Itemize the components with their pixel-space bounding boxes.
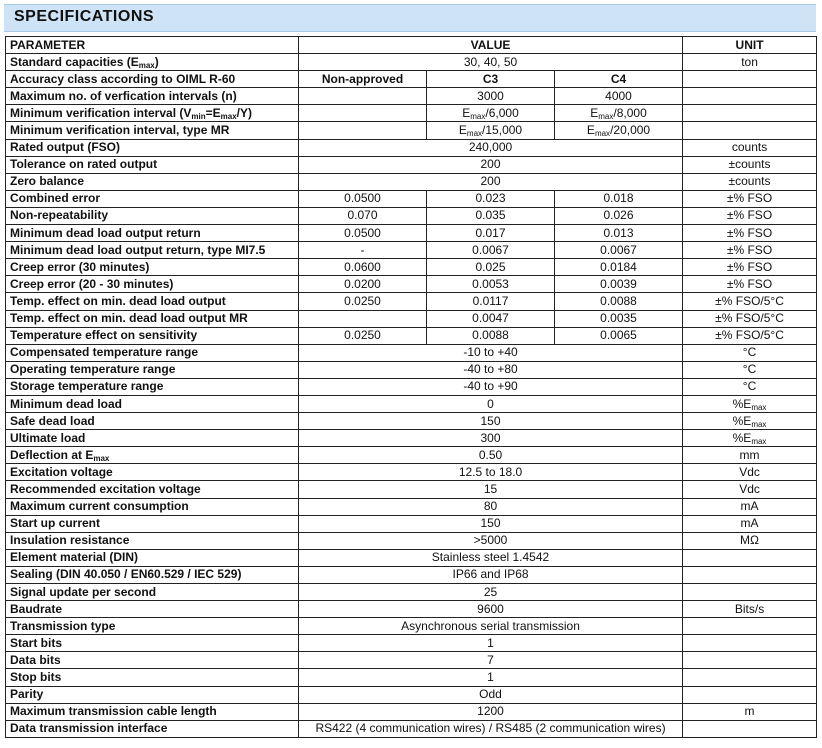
- unit-cell: [683, 584, 817, 601]
- value-cell: 200: [299, 156, 683, 173]
- value-c3-cell: 0.0053: [427, 276, 555, 293]
- value-cell: -40 to +90: [299, 378, 683, 395]
- parameter-cell: Excitation voltage: [6, 464, 299, 481]
- unit-cell: ±% FSO: [683, 207, 817, 224]
- parameter-cell: Combined error: [6, 190, 299, 207]
- parameter-cell: Signal update per second: [6, 584, 299, 601]
- value-c3-cell: 0.023: [427, 190, 555, 207]
- table-row: [6, 395, 817, 412]
- table-row: [6, 361, 817, 378]
- value-c4-cell: 0.013: [555, 225, 683, 242]
- value-cell: -10 to +40: [299, 344, 683, 361]
- value-cell: 0.50: [299, 447, 683, 464]
- parameter-cell: Creep error (20 - 30 minutes): [6, 276, 299, 293]
- unit-cell: mA: [683, 515, 817, 532]
- unit-cell: ±% FSO/5°C: [683, 310, 817, 327]
- table-row: [6, 276, 817, 293]
- parameter-cell: Minimum dead load output return, type MI7.5: [6, 242, 299, 259]
- unit-cell: ±counts: [683, 173, 817, 190]
- parameter-cell: Creep error (30 minutes): [6, 259, 299, 276]
- table-row: [6, 652, 817, 669]
- parameter-cell: Ultimate load: [6, 430, 299, 447]
- unit-cell: ±% FSO: [683, 225, 817, 242]
- unit-cell: MΩ: [683, 532, 817, 549]
- parameter-cell: Temp. effect on min. dead load output: [6, 293, 299, 310]
- header-value: VALUE: [299, 37, 683, 54]
- unit-cell: [683, 652, 817, 669]
- value-cell: Stainless steel 1.4542: [299, 549, 683, 566]
- value-non-approved-cell: 0.0250: [299, 293, 427, 310]
- table-row: [6, 532, 817, 549]
- unit-cell: ±% FSO: [683, 276, 817, 293]
- parameter-cell: Start up current: [6, 515, 299, 532]
- parameter-cell: Recommended excitation voltage: [6, 481, 299, 498]
- value-c3-cell: 0.0088: [427, 327, 555, 344]
- table-row: [6, 225, 817, 242]
- parameter-cell: Minimum dead load: [6, 395, 299, 412]
- table-row: [6, 122, 817, 139]
- parameter-cell: Temp. effect on min. dead load output MR: [6, 310, 299, 327]
- unit-cell: ±% FSO/5°C: [683, 327, 817, 344]
- value-c3-cell: $E_{max}/15,000$: [427, 122, 555, 139]
- value-cell: 80: [299, 498, 683, 515]
- parameter-cell: Sealing (DIN 40.050 / EN60.529 / IEC 529): [6, 566, 299, 583]
- unit-cell: $\%E_{max}$: [683, 413, 817, 430]
- header-unit: UNIT: [683, 37, 817, 54]
- table-row: [6, 190, 817, 207]
- value-c4-cell: 0.0088: [555, 293, 683, 310]
- parameter-cell: Transmission type: [6, 618, 299, 635]
- table-row: [6, 173, 817, 190]
- value-cell: 240,000: [299, 139, 683, 156]
- value-cell: 150: [299, 515, 683, 532]
- unit-cell: ±% FSO: [683, 190, 817, 207]
- table-row: [6, 207, 817, 224]
- value-non-approved-cell: [299, 105, 427, 122]
- unit-cell: [683, 635, 817, 652]
- value-cell: >5000: [299, 532, 683, 549]
- table-row: [6, 139, 817, 156]
- unit-cell: ±% FSO: [683, 259, 817, 276]
- parameter-cell: Storage temperature range: [6, 378, 299, 395]
- parameter-cell: Maximum no. of verfication intervals (n): [6, 88, 299, 105]
- table-row: [6, 344, 817, 361]
- value-c4-cell: C4: [555, 71, 683, 88]
- table-row: [6, 464, 817, 481]
- table-row: [6, 498, 817, 515]
- table-row: [6, 293, 817, 310]
- value-cell: RS422 (4 communication wires) / RS485 (2 communication wires): [299, 720, 683, 737]
- value-cell: -40 to +80: [299, 361, 683, 378]
- table-row: [6, 515, 817, 532]
- value-c4-cell: 0.026: [555, 207, 683, 224]
- parameter-cell: Minimum dead load output return: [6, 225, 299, 242]
- value-cell: 300: [299, 430, 683, 447]
- unit-cell: Vdc: [683, 481, 817, 498]
- table-row: [6, 447, 817, 464]
- parameter-cell: Minimum verification interval, type MR: [6, 122, 299, 139]
- table-row: [6, 310, 817, 327]
- table-row: [6, 566, 817, 583]
- unit-cell: ±% FSO/5°C: [683, 293, 817, 310]
- table-row: [6, 720, 817, 737]
- unit-cell: counts: [683, 139, 817, 156]
- table-row: [6, 669, 817, 686]
- unit-cell: mm: [683, 447, 817, 464]
- parameter-cell: Deflection at $E_{max}$: [6, 447, 299, 464]
- parameter-cell: Data transmission interface: [6, 720, 299, 737]
- parameter-cell: Stop bits: [6, 669, 299, 686]
- spec-table: [5, 36, 817, 738]
- unit-cell: Bits/s: [683, 601, 817, 618]
- parameter-cell: Start bits: [6, 635, 299, 652]
- value-c4-cell: 0.0065: [555, 327, 683, 344]
- table-row: [6, 259, 817, 276]
- parameter-cell: Rated output (FSO): [6, 139, 299, 156]
- value-non-approved-cell: Non-approved: [299, 71, 427, 88]
- unit-cell: [683, 566, 817, 583]
- value-non-approved-cell: 0.0200: [299, 276, 427, 293]
- parameter-cell: Temperature effect on sensitivity: [6, 327, 299, 344]
- parameter-cell: Element material (DIN): [6, 549, 299, 566]
- value-cell: 7: [299, 652, 683, 669]
- value-non-approved-cell: 0.0500: [299, 225, 427, 242]
- table-row: [6, 618, 817, 635]
- value-c3-cell: 0.025: [427, 259, 555, 276]
- value-c4-cell: $E_{max}/8,000$: [555, 105, 683, 122]
- parameter-cell: Accuracy class according to OIML R-60: [6, 71, 299, 88]
- value-c3-cell: $E_{max}/6,000$: [427, 105, 555, 122]
- value-c4-cell: 0.0035: [555, 310, 683, 327]
- table-row: [6, 105, 817, 122]
- parameter-cell: Data bits: [6, 652, 299, 669]
- value-c4-cell: $E_{max}/20,000$: [555, 122, 683, 139]
- table-row: [6, 242, 817, 259]
- table-row: [6, 703, 817, 720]
- value-cell: 150: [299, 413, 683, 430]
- parameter-cell: Parity: [6, 686, 299, 703]
- table-row: [6, 156, 817, 173]
- table-row: [6, 413, 817, 430]
- value-c3-cell: 0.035: [427, 207, 555, 224]
- value-non-approved-cell: [299, 122, 427, 139]
- unit-cell: [683, 71, 817, 88]
- value-c4-cell: 4000: [555, 88, 683, 105]
- table-row: [6, 635, 817, 652]
- unit-cell: m: [683, 703, 817, 720]
- table-row: [6, 378, 817, 395]
- value-non-approved-cell: 0.070: [299, 207, 427, 224]
- value-cell: 0: [299, 395, 683, 412]
- value-cell: 30, 40, 50: [299, 54, 683, 71]
- parameter-cell: Baudrate: [6, 601, 299, 618]
- value-non-approved-cell: 0.0600: [299, 259, 427, 276]
- parameter-cell: Maximum current consumption: [6, 498, 299, 515]
- unit-cell: °C: [683, 378, 817, 395]
- value-cell: Asynchronous serial transmission: [299, 618, 683, 635]
- table-row: [6, 481, 817, 498]
- value-c3-cell: C3: [427, 71, 555, 88]
- unit-cell: Vdc: [683, 464, 817, 481]
- value-c3-cell: 3000: [427, 88, 555, 105]
- unit-cell: ±% FSO: [683, 242, 817, 259]
- value-non-approved-cell: 0.0250: [299, 327, 427, 344]
- value-c4-cell: 0.0039: [555, 276, 683, 293]
- table-row: [6, 686, 817, 703]
- unit-cell: [683, 720, 817, 737]
- parameter-cell: Insulation resistance: [6, 532, 299, 549]
- value-c4-cell: 0.0184: [555, 259, 683, 276]
- unit-cell: [683, 686, 817, 703]
- parameter-cell: Compensated temperature range: [6, 344, 299, 361]
- parameter-cell: Operating temperature range: [6, 361, 299, 378]
- unit-cell: [683, 618, 817, 635]
- unit-cell: [683, 669, 817, 686]
- value-c3-cell: 0.0067: [427, 242, 555, 259]
- value-cell: IP66 and IP68: [299, 566, 683, 583]
- value-cell: 12.5 to 18.0: [299, 464, 683, 481]
- value-non-approved-cell: -: [299, 242, 427, 259]
- value-c3-cell: 0.0117: [427, 293, 555, 310]
- value-c4-cell: 0.0067: [555, 242, 683, 259]
- unit-cell: [683, 122, 817, 139]
- unit-cell: $\%E_{max}$: [683, 430, 817, 447]
- header-row: [6, 37, 817, 54]
- parameter-cell: Maximum transmission cable length: [6, 703, 299, 720]
- parameter-cell: Minimum verification interval $(V_{min}=E_{max}/Y)$: [6, 105, 299, 122]
- parameter-cell: Non-repeatability: [6, 207, 299, 224]
- unit-cell: ton: [683, 54, 817, 71]
- table-row: [6, 601, 817, 618]
- table-row: [6, 549, 817, 566]
- page-title: SPECIFICATIONS: [14, 8, 155, 25]
- value-cell: Odd: [299, 686, 683, 703]
- value-c3-cell: 0.017: [427, 225, 555, 242]
- parameter-cell: Safe dead load: [6, 413, 299, 430]
- unit-cell: [683, 88, 817, 105]
- value-cell: 1200: [299, 703, 683, 720]
- value-cell: 1: [299, 669, 683, 686]
- unit-cell: $\%E_{max}$: [683, 395, 817, 412]
- value-cell: 9600: [299, 601, 683, 618]
- value-cell: 25: [299, 584, 683, 601]
- value-cell: 1: [299, 635, 683, 652]
- title-banner: [4, 4, 816, 32]
- value-c3-cell: 0.0047: [427, 310, 555, 327]
- unit-cell: °C: [683, 361, 817, 378]
- table-row: [6, 430, 817, 447]
- parameter-cell: Zero balance: [6, 173, 299, 190]
- table-row: [6, 584, 817, 601]
- value-non-approved-cell: 0.0500: [299, 190, 427, 207]
- value-non-approved-cell: [299, 310, 427, 327]
- unit-cell: [683, 549, 817, 566]
- table-row: [6, 327, 817, 344]
- unit-cell: [683, 105, 817, 122]
- table-row: [6, 54, 817, 71]
- value-cell: 200: [299, 173, 683, 190]
- value-c4-cell: 0.018: [555, 190, 683, 207]
- unit-cell: °C: [683, 344, 817, 361]
- parameter-cell: Tolerance on rated output: [6, 156, 299, 173]
- header-parameter: PARAMETER: [6, 37, 299, 54]
- value-non-approved-cell: [299, 88, 427, 105]
- unit-cell: mA: [683, 498, 817, 515]
- table-row: [6, 88, 817, 105]
- value-cell: 15: [299, 481, 683, 498]
- table-row: [6, 71, 817, 88]
- parameter-cell: Standard capacities $(E_{max})$: [6, 54, 299, 71]
- unit-cell: ±counts: [683, 156, 817, 173]
